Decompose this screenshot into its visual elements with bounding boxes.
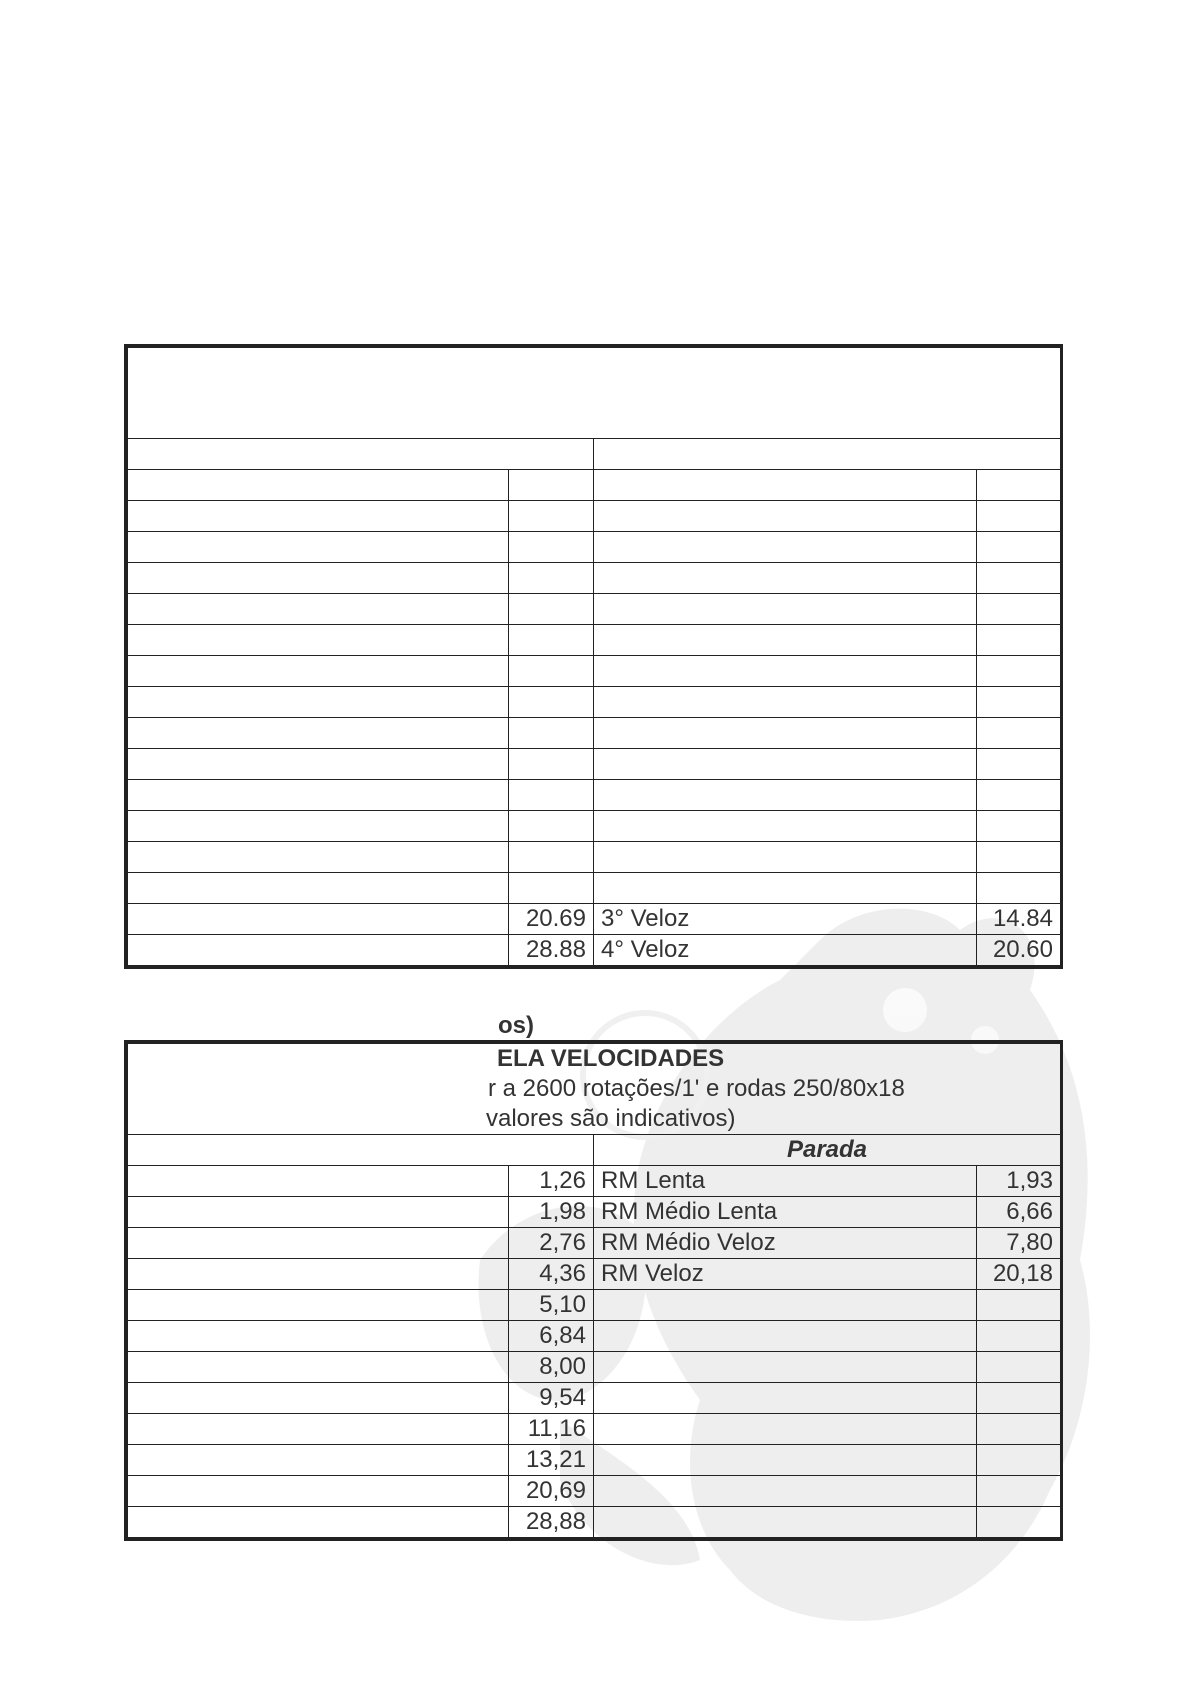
table-row xyxy=(128,873,1061,904)
label-cell xyxy=(594,563,977,594)
value-cell xyxy=(977,811,1061,842)
top-table-header-left xyxy=(128,439,594,470)
label-cell xyxy=(128,1352,509,1383)
label-cell xyxy=(128,1290,509,1321)
label-cell xyxy=(128,780,509,811)
label-cell xyxy=(594,811,977,842)
bottom-table-header-left xyxy=(128,1135,594,1166)
label-cell xyxy=(594,1414,977,1445)
value-cell xyxy=(977,470,1061,501)
bottom-pre-caption: os) xyxy=(498,1012,534,1039)
label-cell: RM Veloz xyxy=(594,1259,977,1290)
value-cell xyxy=(509,687,594,718)
table-row xyxy=(128,1321,1061,1352)
table-row xyxy=(128,656,1061,687)
value-cell xyxy=(977,625,1061,656)
table-row xyxy=(128,1352,1061,1383)
value-cell: 20.69 xyxy=(509,904,594,935)
value-cell xyxy=(977,1321,1061,1352)
value-cell: 14.84 xyxy=(977,904,1061,935)
bottom-table-header-parada: Parada xyxy=(594,1135,1061,1166)
value-cell: 6,66 xyxy=(977,1197,1061,1228)
table-row xyxy=(128,1445,1061,1476)
table-row xyxy=(128,1259,1061,1290)
table-row xyxy=(128,1383,1061,1414)
value-cell: 11,16 xyxy=(509,1414,594,1445)
label-cell xyxy=(128,935,509,966)
value-cell xyxy=(509,563,594,594)
table-row xyxy=(128,1228,1061,1259)
top-table-header-row xyxy=(128,439,1061,470)
label-cell xyxy=(128,687,509,718)
label-cell xyxy=(128,718,509,749)
table-row xyxy=(128,935,1061,966)
value-cell xyxy=(977,594,1061,625)
table-row xyxy=(128,625,1061,656)
label-cell xyxy=(128,1476,509,1507)
value-cell: 20,69 xyxy=(509,1476,594,1507)
label-cell: RM Médio Veloz xyxy=(594,1228,977,1259)
label-cell xyxy=(128,1228,509,1259)
label-cell xyxy=(594,1507,977,1538)
label-cell xyxy=(128,656,509,687)
label-cell xyxy=(128,1166,509,1197)
table-row xyxy=(128,842,1061,873)
label-cell xyxy=(128,1414,509,1445)
table-row xyxy=(128,1166,1061,1197)
value-cell xyxy=(509,842,594,873)
label-cell xyxy=(128,501,509,532)
value-cell xyxy=(509,625,594,656)
bottom-table-header-row xyxy=(128,1135,1061,1166)
value-cell: 4,36 xyxy=(509,1259,594,1290)
top-table xyxy=(124,344,1063,969)
label-cell xyxy=(128,811,509,842)
table-row xyxy=(128,811,1061,842)
label-cell xyxy=(594,532,977,563)
table-row xyxy=(128,1414,1061,1445)
bottom-table-subtitle-1: r a 2600 rotações/1' e rodas 250/80x18 xyxy=(488,1075,905,1102)
label-cell xyxy=(594,1352,977,1383)
value-cell: 7,80 xyxy=(977,1228,1061,1259)
value-cell xyxy=(509,718,594,749)
label-cell: 3° Veloz xyxy=(594,904,977,935)
label-cell xyxy=(128,873,509,904)
value-cell xyxy=(977,1445,1061,1476)
bottom-table-title: ELA VELOCIDADES xyxy=(497,1045,725,1072)
label-cell xyxy=(594,594,977,625)
top-table-title-cell xyxy=(128,348,1061,439)
value-cell xyxy=(977,718,1061,749)
label-cell xyxy=(594,656,977,687)
value-cell: 1,26 xyxy=(509,1166,594,1197)
table-row xyxy=(128,1476,1061,1507)
label-cell xyxy=(594,470,977,501)
value-cell: 1,93 xyxy=(977,1166,1061,1197)
value-cell: 8,00 xyxy=(509,1352,594,1383)
table-row xyxy=(128,1507,1061,1538)
table-row xyxy=(128,563,1061,594)
value-cell xyxy=(509,780,594,811)
label-cell xyxy=(128,532,509,563)
label-cell xyxy=(594,1290,977,1321)
label-cell xyxy=(594,1445,977,1476)
value-cell xyxy=(977,1290,1061,1321)
bottom-table xyxy=(124,1040,1063,1541)
value-cell: 9,54 xyxy=(509,1383,594,1414)
value-cell: 1,98 xyxy=(509,1197,594,1228)
value-cell xyxy=(509,873,594,904)
table-row xyxy=(128,687,1061,718)
bottom-table-subtitle-2: valores são indicativos) xyxy=(486,1105,736,1132)
value-cell xyxy=(977,873,1061,904)
value-cell: 20.60 xyxy=(977,935,1061,966)
value-cell xyxy=(977,780,1061,811)
value-cell xyxy=(977,532,1061,563)
value-cell xyxy=(509,811,594,842)
value-cell: 20,18 xyxy=(977,1259,1061,1290)
value-cell: 2,76 xyxy=(509,1228,594,1259)
label-cell xyxy=(128,842,509,873)
top-table-header-right xyxy=(594,439,1061,470)
label-cell xyxy=(128,470,509,501)
value-cell xyxy=(977,1383,1061,1414)
value-cell xyxy=(509,656,594,687)
label-cell xyxy=(128,1259,509,1290)
label-cell xyxy=(594,625,977,656)
label-cell xyxy=(128,1507,509,1538)
label-cell xyxy=(594,1383,977,1414)
label-cell xyxy=(594,687,977,718)
table-row xyxy=(128,501,1061,532)
label-cell xyxy=(128,594,509,625)
table-row xyxy=(128,1290,1061,1321)
label-cell xyxy=(594,873,977,904)
value-cell: 6,84 xyxy=(509,1321,594,1352)
table-row xyxy=(128,749,1061,780)
label-cell xyxy=(128,904,509,935)
label-cell xyxy=(594,1476,977,1507)
label-cell xyxy=(128,1445,509,1476)
value-cell xyxy=(977,501,1061,532)
label-cell xyxy=(594,1321,977,1352)
value-cell xyxy=(977,1507,1061,1538)
value-cell xyxy=(977,1414,1061,1445)
label-cell xyxy=(594,501,977,532)
label-cell xyxy=(594,842,977,873)
table-row xyxy=(128,718,1061,749)
value-cell: 5,10 xyxy=(509,1290,594,1321)
table-row xyxy=(128,904,1061,935)
bottom-table-title-cell xyxy=(128,1044,1061,1135)
value-cell xyxy=(509,594,594,625)
table-row xyxy=(128,470,1061,501)
value-cell xyxy=(977,1476,1061,1507)
label-cell xyxy=(128,749,509,780)
label-cell xyxy=(594,749,977,780)
value-cell xyxy=(509,749,594,780)
value-cell xyxy=(977,842,1061,873)
value-cell xyxy=(977,1352,1061,1383)
label-cell xyxy=(128,563,509,594)
label-cell xyxy=(128,1197,509,1228)
label-cell xyxy=(594,780,977,811)
label-cell: RM Médio Lenta xyxy=(594,1197,977,1228)
label-cell xyxy=(128,625,509,656)
value-cell xyxy=(977,656,1061,687)
value-cell xyxy=(977,687,1061,718)
label-cell xyxy=(594,718,977,749)
value-cell xyxy=(977,749,1061,780)
value-cell xyxy=(509,470,594,501)
value-cell: 13,21 xyxy=(509,1445,594,1476)
label-cell: RM Lenta xyxy=(594,1166,977,1197)
label-cell xyxy=(128,1321,509,1352)
value-cell xyxy=(509,501,594,532)
value-cell: 28.88 xyxy=(509,935,594,966)
value-cell xyxy=(509,532,594,563)
bottom-table-title-row xyxy=(128,1044,1061,1135)
top-table-title-row xyxy=(128,348,1061,439)
table-row xyxy=(128,532,1061,563)
label-cell xyxy=(128,1383,509,1414)
value-cell: 28,88 xyxy=(509,1507,594,1538)
label-cell: 4° Veloz xyxy=(594,935,977,966)
value-cell xyxy=(977,563,1061,594)
table-row xyxy=(128,594,1061,625)
table-row xyxy=(128,1197,1061,1228)
table-row xyxy=(128,780,1061,811)
